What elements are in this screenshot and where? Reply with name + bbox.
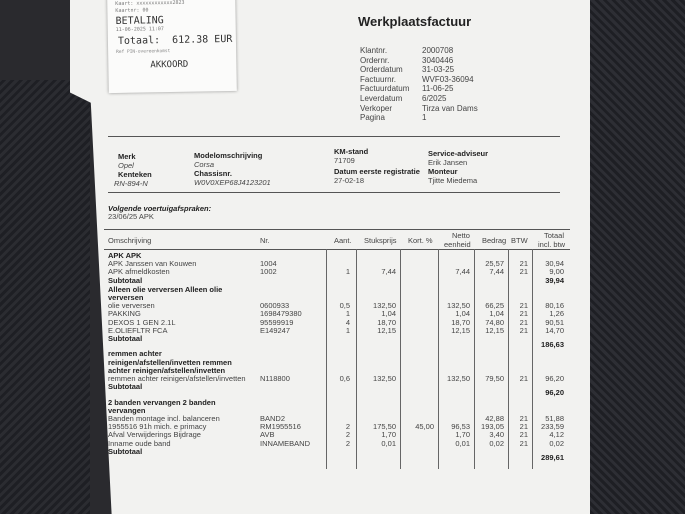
line-aant: 2	[345, 422, 350, 432]
line-bedrag: 0,02	[489, 438, 504, 448]
line-btw: 21	[519, 438, 528, 448]
line-netto: 1,04	[455, 309, 470, 319]
line-aant: 0,5	[339, 301, 350, 311]
line-netto: 132,50	[447, 301, 470, 311]
receipt-datetime: 11-06-2025 11:07	[115, 26, 164, 33]
label-chassis: Chassisnr.	[194, 169, 232, 178]
line-bedrag: 25,57	[485, 259, 504, 269]
line-nr: RM1955516	[260, 422, 301, 432]
label-monteur: Monteur	[428, 167, 458, 176]
line-aant: 1	[345, 325, 350, 335]
line-totaal: 30,94	[545, 259, 564, 269]
receipt-total-label: Totaal:	[117, 35, 161, 47]
line-btw: 21	[519, 301, 528, 311]
line-nr: E149247	[260, 325, 291, 335]
line-kort: 45,00	[415, 422, 434, 432]
meta-label: Verkoper	[360, 103, 393, 113]
line-stuks: 1,04	[381, 309, 396, 319]
receipt-total-amount: 612.38 EUR	[172, 33, 233, 46]
line-aant: 2	[345, 438, 350, 448]
line-stuks: 132,50	[373, 301, 396, 311]
line-aant: 1	[345, 267, 350, 277]
group-header: reinigen/afstellen/invetten remmen	[108, 357, 232, 367]
line-totaal: 96,20	[545, 374, 564, 383]
subtotal-value: 186,63	[541, 340, 564, 350]
receipt-status: AKKOORD	[150, 59, 189, 71]
line-btw: 21	[519, 259, 528, 269]
line-description: Inname oude band	[108, 438, 171, 448]
line-stuks: 175,50	[373, 422, 396, 432]
line-description: APK Janssen van Kouwen	[108, 259, 197, 269]
meta-value: 1	[422, 113, 427, 123]
line-totaal: 51,88	[545, 414, 564, 423]
col-totaal: Totaal	[544, 231, 565, 240]
line-btw: 21	[519, 267, 528, 277]
group-header: APK APK	[108, 251, 142, 260]
receipt-payment-label: BETALING	[115, 15, 164, 27]
line-description: PAKKING	[108, 309, 141, 319]
divider-top	[108, 136, 560, 137]
col-korting: Kort. %	[408, 236, 433, 245]
line-totaal: 9,00	[549, 267, 564, 277]
line-bedrag: 7,44	[489, 267, 504, 277]
invoice-title: Werkplaatsfactuur	[358, 14, 472, 29]
line-totaal: 0,02	[549, 438, 564, 448]
line-nr: 1698479380	[260, 309, 302, 319]
col-btw: BTW	[511, 236, 528, 245]
line-btw: 21	[519, 414, 528, 423]
background-fabric-left	[0, 80, 90, 514]
line-totaal: 1,26	[549, 309, 564, 319]
col-stuksprijs: Stuksprijs	[364, 236, 397, 245]
line-netto: 96,53	[451, 422, 470, 432]
line-stuks: 7,44	[381, 267, 396, 277]
meta-value: 31-03-25	[422, 65, 455, 75]
next-service-value: 23/06/25 APK	[108, 212, 154, 221]
label-adviseur: Service-adviseur	[428, 149, 489, 158]
pin-receipt	[107, 0, 237, 93]
label-merk: Merk	[118, 152, 136, 161]
value-model: Corsa	[194, 160, 215, 169]
receipt-total	[118, 34, 233, 47]
col-bedrag: Bedrag	[482, 236, 507, 245]
value-adviseur: Erik Jansen	[428, 158, 468, 167]
meta-value: 11-06-25	[422, 84, 454, 94]
group-header: verversen	[108, 293, 144, 302]
line-nr: N118800	[260, 374, 290, 383]
line-netto: 132,50	[447, 374, 470, 383]
line-nr: 0600933	[260, 301, 290, 311]
meta-label: Pagina	[360, 113, 385, 123]
line-stuks: 132,50	[373, 374, 396, 383]
subtotal-label: Subtotaal	[108, 334, 143, 343]
line-btw: 21	[519, 422, 528, 432]
line-aant: 1	[345, 309, 350, 319]
meta-label: Leverdatum	[360, 94, 403, 103]
col-sep	[532, 249, 533, 469]
col-sep	[474, 249, 475, 469]
line-bedrag: 66,25	[485, 301, 504, 311]
label-model: Modelomschrijving	[194, 151, 263, 160]
subtotal-value: 289,61	[541, 453, 564, 462]
col-sep	[326, 249, 327, 469]
table-header-line	[104, 249, 570, 250]
line-stuks: 1,70	[381, 430, 396, 440]
line-btw: 21	[519, 430, 528, 440]
line-totaal: 80,16	[545, 301, 564, 311]
receipt-card-number: Kaartnr: 00	[115, 7, 149, 14]
line-netto: 0,01	[455, 438, 470, 448]
line-nr: AVB	[260, 430, 275, 440]
col-incl-btw: incl. btw	[538, 240, 566, 249]
line-nr: BAND2	[260, 414, 286, 423]
line-netto: 1,70	[455, 430, 470, 440]
value-monteur: Tjitte Miedema	[428, 176, 478, 185]
meta-label: Klantnr.	[360, 46, 388, 55]
line-totaal: 233,59	[541, 422, 564, 432]
line-aant: 2	[345, 430, 350, 440]
line-aant: 4	[345, 317, 350, 327]
line-bedrag: 42,88	[485, 414, 504, 423]
divider-vehicle	[108, 192, 560, 193]
meta-label: Orderdatum	[360, 65, 403, 75]
subtotal-value: 39,94	[545, 275, 564, 285]
label-registratie: Datum eerste registratie	[334, 167, 420, 176]
line-totaal: 90,51	[545, 317, 564, 327]
line-netto: 12,15	[451, 325, 470, 335]
line-bedrag: 3,40	[489, 430, 504, 440]
col-sep	[400, 249, 401, 469]
line-btw: 21	[519, 309, 528, 319]
line-btw: 21	[519, 374, 528, 383]
col-aant: Aant.	[334, 236, 352, 245]
receipt-card-line: Kaart: xxxxxxxxxxxx2823	[115, 0, 185, 7]
group-header: achter reinigen/afstellen/invetten	[108, 365, 226, 375]
value-km: 71709	[334, 156, 355, 165]
line-description: remmen achter reinigen/afstellen/invetten	[108, 374, 246, 383]
line-description: DEXOS 1 GEN 2.1L	[108, 317, 176, 327]
line-description: olie verversen	[108, 301, 155, 311]
group-header: 2 banden vervangen 2 banden	[108, 397, 216, 407]
meta-value: 2000708	[422, 46, 454, 55]
value-chassis: W0V0XEP68J4123201	[194, 178, 271, 187]
value-merk: Opel	[118, 161, 134, 170]
line-btw: 21	[519, 325, 528, 335]
group-header: remmen achter	[108, 349, 162, 359]
meta-label: Factuurdatum	[360, 84, 410, 94]
line-bedrag: 193,05	[481, 422, 504, 432]
line-bedrag: 1,04	[489, 309, 504, 319]
line-totaal: 4,12	[549, 430, 564, 440]
line-bedrag: 74,80	[485, 317, 504, 327]
line-netto: 7,44	[455, 267, 470, 277]
receipt-footer: Ref PIN-overeenkomst	[116, 49, 171, 55]
label-km: KM-stand	[334, 147, 369, 156]
line-description: E.OLIEFLTR FCA	[108, 325, 168, 335]
meta-value: 6/2025	[422, 94, 447, 103]
line-description: Afval Verwijderings Bijdrage	[108, 430, 201, 440]
line-totaal: 14,70	[545, 325, 564, 335]
col-eenheid: eenheid	[444, 240, 471, 249]
line-nr: INNAMEBAND	[260, 438, 311, 448]
meta-value: WVF03-36094	[422, 74, 474, 84]
line-stuks: 0,01	[381, 438, 396, 448]
line-nr: 1004	[260, 259, 277, 269]
subtotal-label: Subtotaal	[108, 275, 143, 285]
line-netto: 18,70	[451, 317, 470, 327]
line-description: APK afmeldkosten	[108, 267, 170, 277]
col-netto: Netto	[452, 231, 470, 240]
meta-value: 3040446	[422, 55, 454, 65]
group-header: Alleen olie verversen Alleen olie	[108, 284, 223, 294]
subtotal-label: Subtotaal	[108, 382, 143, 392]
line-bedrag: 79,50	[485, 374, 504, 383]
value-registratie: 27-02-18	[334, 176, 365, 185]
table-top-line	[104, 229, 570, 230]
line-stuks: 12,15	[377, 325, 396, 335]
line-stuks: 18,70	[377, 317, 396, 327]
line-description: Banden montage incl. balanceren	[108, 414, 220, 423]
meta-label: Factuurnr.	[360, 74, 397, 84]
value-kenteken: RN-894-N	[114, 179, 148, 188]
group-header: vervangen	[108, 405, 146, 415]
meta-label: Ordernr.	[360, 55, 390, 65]
col-sep	[508, 249, 509, 469]
col-omschrijving: Omschrijving	[108, 236, 152, 245]
line-bedrag: 12,15	[485, 325, 504, 335]
meta-value: Tirza van Dams	[422, 103, 478, 113]
subtotal-value: 96,20	[545, 388, 564, 398]
next-service-label: Volgende voertuigafspraken:	[108, 204, 212, 213]
line-nr: 1002	[260, 267, 277, 277]
col-sep	[438, 249, 439, 469]
col-sep	[356, 249, 357, 469]
subtotal-label: Subtotaal	[108, 446, 143, 456]
line-btw: 21	[519, 317, 528, 327]
col-nr: Nr.	[260, 236, 270, 245]
label-kenteken: Kenteken	[118, 170, 152, 179]
line-nr: 95599919	[260, 317, 294, 327]
line-aant: 0,6	[339, 374, 350, 383]
line-description: 1955516 91h mich. e primacy	[108, 422, 207, 432]
